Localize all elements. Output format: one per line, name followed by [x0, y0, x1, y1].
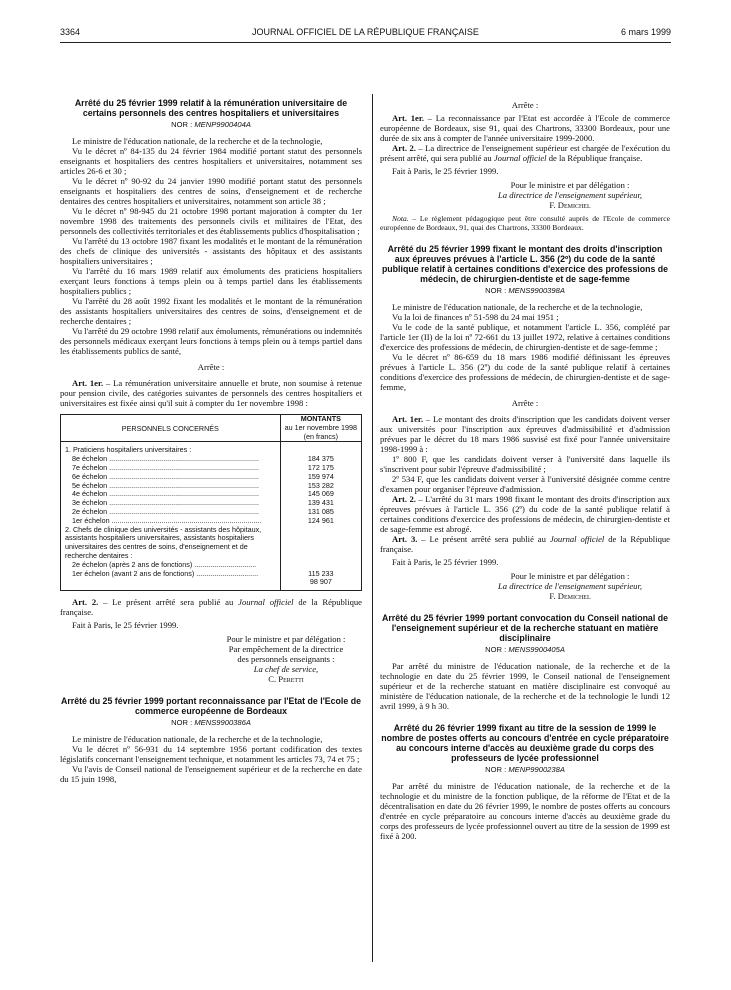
nor-code: MENS9900405A: [508, 645, 565, 654]
arrete2-art2: Art. 2. – La directrice de l'enseignement supérieur est chargée de l'exécution du présent arrêté, qui sera publié au Journal officiel de la République française.: [380, 143, 670, 163]
arrete2-arrete: Arrête :: [511, 100, 539, 110]
arrete2-nor: NOR : MENS9900386A: [171, 718, 251, 728]
nor-code: MENP9900238A: [508, 765, 565, 774]
remuneration-table: [60, 414, 362, 591]
arrete3-title: Arrêté du 25 février 1999 fixant le montant des droits d'inscription aux épreuves prévues à l'article L. 356 (2º) du code de la santé publique relatif à certaines conditions d'exercice des professions de médecin, de chirurgien-dentiste et de sage-femme: [381, 244, 669, 284]
signatory-role: La directrice de l'enseignement supérieur,: [498, 190, 642, 200]
signatory-name: F. Demichel: [549, 200, 591, 210]
table-header-row: [61, 415, 362, 442]
arrete1-para: Vu l'arrêté du 13 octobre 1987 fixant les modalités et le montant de la rémunération des chefs de clinique des universités - assistants des hôpitaux et des assistants hospitaliers universitaires ;: [60, 236, 362, 266]
arrete2-para: Vu l'avis de Conseil national de l'enseignement supérieur et de la recherche en date du 15 juin 1998,: [60, 764, 362, 785]
arrete3-para: Le ministre de l'éducation nationale, de la recherche et de la technologie,: [392, 302, 643, 312]
arrete1-para: Vu le décret nº 84-135 du 24 février 1984 modifié portant statut des personnels enseignants et hospitaliers des centres hospitaliers et universitaires, notamment ses articles 26-6 et 30 ;: [60, 146, 362, 176]
arrete2-nota: Nota. – Le règlement pédagogique peut être consulté auprès de l'Ecole de commerce européenne de Bordeaux, 91, quai des Chartrons, 33300 Bordeaux.: [380, 214, 670, 232]
table-row-label: 4e échelon ...........................................................................: [72, 490, 259, 499]
arrete3-art1: Art. 1er. – Le montant des droits d'inscription que les candidats doivent verser aux universités pour l'inscription aux épreuves d'admissibilité et d'admission prévues par le décret du 18 mars 1986 susvisé est fixé pour l'année universitaire 1998-1999 à :: [380, 414, 670, 454]
col-header-personnels: PERSONNELS CONCERNÉS: [61, 415, 281, 442]
right-column: [380, 100, 670, 841]
table-row-label: 7e échelon ...........................................................................: [72, 463, 259, 472]
col-header-montants: [280, 415, 361, 442]
arrete3-para: Vu la loi de finances nº 51-598 du 24 mai 1951 ;: [392, 312, 559, 322]
arrete3-arrete: Arrête :: [511, 398, 539, 408]
table-row-value: 124 961: [307, 516, 334, 525]
arrete4-nor: NOR : MENS9900405A: [485, 645, 565, 654]
montants-cell: [280, 442, 361, 591]
page-number: 3364: [60, 27, 81, 37]
arrete1-para: Vu l'arrêté du 16 mars 1989 relatif aux émoluments des praticiens hospitaliers exerçant leurs fonctions à temps plein ou à temps partiel dans les établissements hospitaliers publics ;: [60, 266, 362, 296]
arrete1-art2: Art. 2. – Le présent arrêté sera publié au Journal officiel de la République française.: [60, 597, 362, 618]
arrete5-para: Par arrêté du ministre de l'éducation nationale, de la recherche et de la technologie et du ministre de la fonction publique, de la réforme de l'Etat et de la décentralisation en date du 26 février 1999, le nombre de postes offerts au concours d'entrée en cycle préparatoire au concours interne d'accès au deuxième grade du corps des professeurs de lycée professionnel ouvert au titre de la session de 1999 est fixé à 200.: [380, 781, 670, 841]
arrete1-nor: [60, 120, 362, 129]
arrete1-fait: Fait à Paris, le 25 février 1999.: [72, 620, 179, 631]
arrete5-nor: NOR : MENP9900238A: [485, 765, 565, 774]
arrete1-para: Vu l'arrêté du 29 octobre 1998 relatif aux émoluments, rémunérations ou indemnités des personnels médicaux exerçant leurs fonctions à temps plein ou à temps partiel dans les établissements publics de santé,: [60, 326, 362, 356]
arrete1-para: Vu l'arrêté du 28 août 1992 fixant les modalités et le montant de la rémunération des assistants hospitaliers universitaires des centres de soins, d'enseignement et de recherche dentaires ;: [60, 296, 362, 326]
page-header: [60, 27, 671, 41]
arrete1-signature: Pour le ministre et par délégation : Par empêchement de la directrice des personnels enseignants : La chef de service, C. Peretti: [210, 634, 362, 684]
journal-title: JOURNAL OFFICIEL DE LA RÉPUBLIQUE FRANÇAISE: [252, 27, 479, 37]
column-divider: [372, 94, 373, 962]
table-row-label: 6e échelon ...........................................................................: [72, 472, 259, 481]
arrete1-arrete: Arrête :: [197, 362, 225, 372]
arrete5-title: Arrêté du 26 février 1999 fixant au titre de la session de 1999 le nombre de postes offerts au concours d'entrée en cycle préparatoire au concours interne d'accès au deuxième grade du corps des professeurs de lycée professionnel: [381, 723, 669, 763]
group-label: 2. Chefs de clinique des universités - assistants des hôpitaux, assistants hospitaliers universitaires, assistants hospitaliers universitaires des centres de soins, d'enseignement et de recherche dentaires :: [65, 525, 262, 560]
arrete3-signature: Pour le ministre et par délégation : La directrice de l'enseignement supérieur, F. Demichel: [470, 571, 670, 601]
arrete3-art2: Art. 2. – L'arrêté du 31 mars 1998 fixant le montant des droits d'inscription aux épreuves prévues à l'article L. 356 (2º) du code de la santé publique relatif à certaines conditions d'exercice des professions de médecin, de chirurgien-dentiste et de sage-femme est abrogé.: [380, 494, 670, 534]
table-row-value: 98 907: [309, 578, 332, 587]
arrete3-para: Vu le code de la santé publique, et notamment l'article L. 356, complété par l'article 1er (II) de la loi nº 72-661 du 13 juillet 1972, relative à certaines conditions d'exercice des professions de médecin, de chirurgien-dentiste et de sage-femme ;: [380, 322, 670, 352]
table-row-value: 159 974: [307, 472, 334, 481]
group-label: 1. Praticiens hospitaliers universitaires :: [65, 446, 192, 455]
art-text: – La rémunération universitaire annuelle et brute, non soumise à retenue pour pension civile, des catégories suivantes de personnels des centres hospitaliers et universitaires est fixée ainsi qu'il suit à compter du 1er novembre 1998 :: [60, 378, 362, 408]
table-row-value: 184 375: [307, 455, 334, 464]
table-row-value: 115 233: [308, 569, 334, 578]
arrete2-para: Vu le décret nº 56-931 du 14 septembre 1956 portant codification des textes législatifs concernant l'enseignement technique, et notamment les articles 73, 74 et 75 ;: [60, 744, 362, 765]
table-row-value: 145 069: [307, 490, 334, 499]
arrete4-title: Arrêté du 25 février 1999 portant convocation du Conseil national de l'enseignement supérieur et de la recherche statuant en matière disciplinaire: [382, 613, 668, 643]
nor-prefix: NOR :: [171, 120, 193, 129]
arrete1-para: Vu le décret nº 90-92 du 24 janvier 1990 modifié portant statut des personnels enseignants et hospitaliers des centres de soins, d'enseignement et de recherche dentaires des centres hospitaliers et universitaires, notamment son article 38 ;: [60, 176, 362, 206]
table-row-label: 8e échelon ...........................................................................: [72, 455, 259, 464]
personnels-cell: [61, 442, 281, 591]
col-header-line: (en francs): [303, 432, 339, 441]
arrete3-para: Vu le décret nº 86-659 du 18 mars 1986 modifié définissant les épreuves prévues à l'article L. 356 (2º) du code de la santé publique relatif à certaines conditions d'exercice des professions de médecin, de chirurgien-dentiste et de sage-femme,: [380, 352, 670, 392]
nor-code: MENP9900404A: [194, 120, 251, 129]
arrete3-art1-item: 1º 800 F, que les candidats doivent verser à l'université dans laquelle ils s'inscrivent pour subir l'épreuve d'admissibilité ;: [380, 454, 670, 474]
arrete1-para: Vu le décret nº 98-945 du 21 octobre 1998 portant majoration à compter du 1er novembre 1998 des traitements des personnels civils et militaires de l'Etat, des personnels des collectivités territoriales et des établissements publics d'hospitalisation ;: [60, 206, 362, 236]
journal-officiel-ref: Journal officiel: [238, 597, 294, 608]
header-rule: [60, 42, 671, 43]
table-row-label: 5e échelon ...........................................................................: [72, 481, 259, 490]
table-row-label: 2e échelon (après 2 ans de fonctions) ...............................: [72, 560, 257, 569]
art-label: Art. 2.: [72, 597, 99, 608]
col-header-line: MONTANTS: [300, 415, 341, 423]
arrete1-art1: [60, 378, 362, 408]
table-row-value: 153 282: [307, 481, 334, 490]
signatory-name: C. Peretti: [268, 674, 304, 685]
left-column: [60, 98, 362, 784]
table-row-value: 139 431: [307, 499, 334, 508]
arrete2-title: Arrêté du 25 février 1999 portant reconnaissance par l'Etat de l'Ecole de commerce européenne de Bordeaux: [61, 696, 361, 717]
table-row-value: 172 175: [307, 463, 334, 472]
arrete2-fait: Fait à Paris, le 25 février 1999.: [392, 166, 499, 176]
arrete3-art1-item: 2º 534 F, que les candidats doivent verser à l'université désignée comme centre d'examen pour organiser l'épreuve d'admission.: [380, 474, 670, 494]
arrete2-para: Le ministre de l'éducation nationale, de la recherche et de la technologie,: [72, 734, 323, 745]
nor-code: MENS9900398A: [508, 286, 565, 295]
table-row-label: 2e échelon ...........................................................................: [72, 507, 259, 516]
arrete2-art1: Art. 1er. – La reconnaissance par l'Etat est accordée à l'Ecole de commerce européenne de Bordeaux, sise 91, quai des Chartrons, 33300 Bordeaux, pour une durée de six ans à compter de l'année universitaire 1999-2000.: [380, 113, 670, 143]
arrete3-fait: Fait à Paris, le 25 février 1999.: [392, 557, 499, 567]
signatory-role: La directrice de l'enseignement supérieur,: [498, 581, 642, 591]
table-row-label: 1er échelon ...........................................................................: [72, 516, 262, 525]
art-label: Art. 1er.: [72, 378, 104, 388]
issue-date: 6 mars 1999: [620, 27, 671, 37]
arrete3-nor: NOR : MENS9900398A: [485, 286, 565, 295]
arrete4-para: Par arrêté du ministre de l'éducation nationale, de la recherche et de la technologie en date du 25 février 1999, le Conseil national de l'enseignement supérieur et de la recherche statuant en matière disciplinaire est convoqué au ministère de l'éducation nationale, de la recherche et de la technologie le lundi 12 avril 1999, à 9 h 30.: [380, 661, 670, 711]
signatory-name: F. Demichel: [549, 591, 591, 601]
signatory-role: La chef de service,: [253, 664, 319, 675]
nor-code: MENS9900386A: [194, 718, 251, 728]
arrete2-signature: Pour le ministre et par délégation : La directrice de l'enseignement supérieur, F. Demichel: [470, 180, 670, 210]
col-header-line: au 1er novembre 1998: [284, 423, 357, 432]
arrete1-para: Le ministre de l'éducation nationale, de la recherche et de la technologie,: [72, 136, 323, 146]
arrete1-title: Arrêté du 25 février 1999 relatif à la rémunération universitaire de certains personnels des centres hospitaliers et universitaires: [74, 98, 348, 118]
table-row-value: 131 085: [307, 507, 334, 516]
table-body-row: [61, 442, 362, 591]
table-row-label: 1er échelon (avant 2 ans de fonctions) ...............................: [72, 569, 259, 578]
table-row-label: 3e échelon ...........................................................................: [72, 499, 259, 508]
arrete3-art3: Art. 3. – Le présent arrêté sera publié au Journal officiel de la République française.: [380, 534, 670, 554]
